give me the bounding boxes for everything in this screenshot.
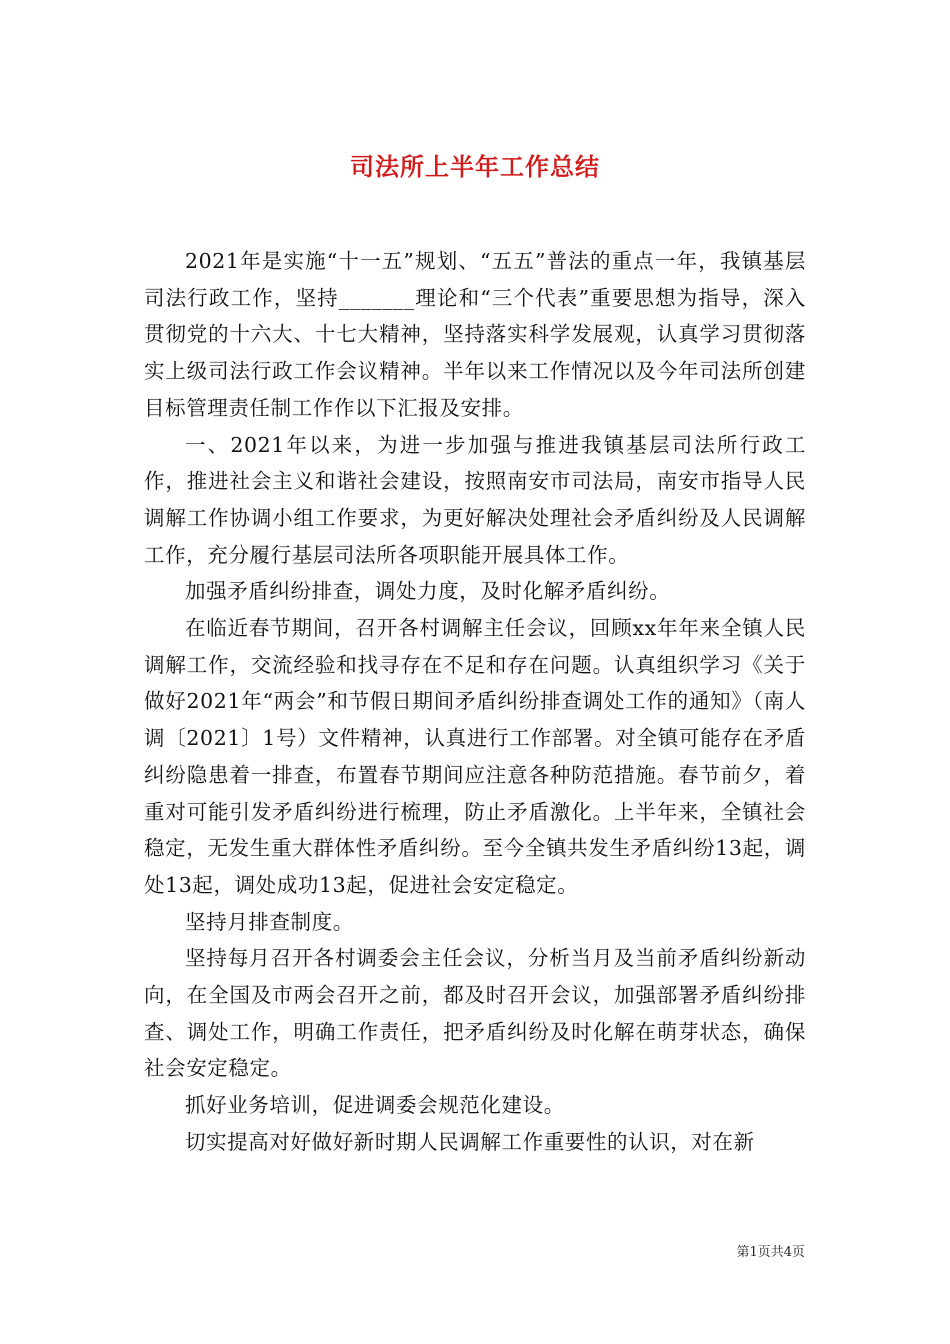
paragraph-intro: 2021年是实施“十一五”规划、“五五”普法的重点一年，我镇基层司法行政工作，坚持_______理论和“三个代表”重要思想为指导，深入贯彻党的十六大、十七大精神，坚持落实科学发展观，认真学习贯彻落实上级司法行政工作会议精神。半年以来工作情况以及今年司法所创建目标管理责任制工作作以下汇报及安排。 [144,249,806,420]
page-number: 第1页共4页 [736,1245,805,1260]
document-body [144,243,806,1161]
paragraph-heading-dispute-check: 加强矛盾纠纷排查，调处力度，及时化解矛盾纠纷。 [185,579,671,604]
paragraph-spring-festival: 在临近春节期间，召开各村调解主任会议，回顾xx年年来全镇人民调解工作，交流经验和找寻存在不足和存在问题。认真组织学习《关于做好2021年“两会”和节假日期间矛盾纠纷排查调处工作的通知》（南人调〔2021〕1号）文件精神，认真进行工作部署。对全镇可能存在矛盾纠纷隐患着一排查，布置春节期间应注意各种防范措施。春节前夕，着重对可能引发矛盾纠纷进行梳理，防止矛盾激化。上半年来，全镇社会稳定，无发生重大群体性矛盾纠纷。至今全镇共发生矛盾纠纷13起，调处13起，调处成功13起，促进社会安定稳定。 [144,616,806,897]
paragraph-training: 切实提高对好做好新时期人民调解工作重要性的认识，对在新 [185,1129,755,1154]
paragraph-section-one: 一、2021年以来，为进一步加强与推进我镇基层司法所行政工作，推进社会主义和谐社会建设，按照南安市司法局，南安市指导人民调解工作协调小组工作要求，为更好解决处理社会矛盾纠纷及人民调解工作，充分履行基层司法所各项职能开展具体工作。 [144,432,806,567]
paragraph-monthly-meeting: 坚持每月召开各村调委会主任会议，分析当月及当前矛盾纠纷新动向，在全国及市两会召开之前，都及时召开会议，加强部署矛盾纠纷排查、调处工作，明确工作责任，把矛盾纠纷及时化解在萌芽状态，确保社会安定稳定。 [144,946,806,1081]
document-title: 司法所上半年工作总结 [350,153,600,182]
paragraph-heading-training: 抓好业务培训，促进调委会规范化建设。 [185,1093,565,1118]
paragraph-heading-monthly-check: 坚持月排查制度。 [185,909,354,934]
